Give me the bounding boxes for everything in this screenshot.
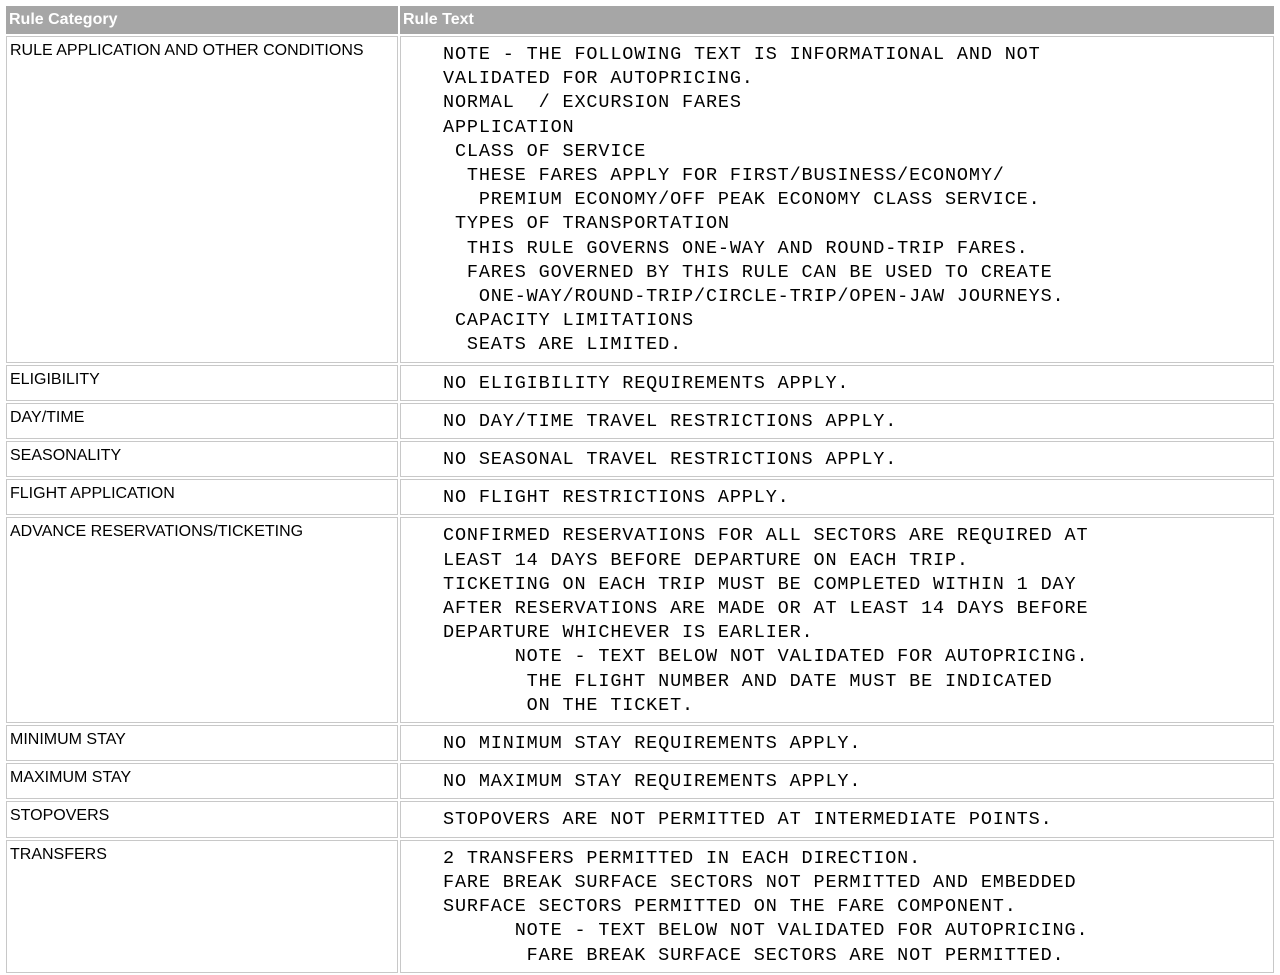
rule-text: CONFIRMED RESERVATIONS FOR ALL SECTORS ARE REQUIRED AT LEAST 14 DAYS BEFORE DEPARTURE ON EACH TRIP. TICKETING ON EACH TRIP MUST BE COMPLETED WITHIN 1 DAY AFTER RESERVATIONS ARE MADE OR AT LEAST 14 DAYS BEFORE DEPARTURE WHICHEVER IS EARLIER. NOTE - TEXT BELOW NOT VALIDATED FOR AUTOPRICING. THE FLIGHT NUMBER AND DATE MUST BE INDICATED ON THE TICKET. — [443, 525, 1089, 716]
rule-text: NO ELIGIBILITY REQUIREMENTS APPLY. — [443, 372, 850, 394]
table-row — [6, 441, 1274, 477]
rule-text-cell — [400, 403, 1274, 439]
rule-text: NO SEASONAL TRAVEL RESTRICTIONS APPLY. — [443, 449, 898, 471]
rule-text-cell — [400, 763, 1274, 799]
table-row — [6, 365, 1274, 401]
table-row — [6, 36, 1274, 363]
rule-category-cell: DAY/TIME — [6, 403, 398, 439]
fare-rules-table — [4, 4, 1276, 975]
table-row — [6, 763, 1274, 799]
table-row — [6, 517, 1274, 723]
table-header — [6, 6, 1274, 34]
rule-text: NO MINIMUM STAY REQUIREMENTS APPLY. — [443, 733, 862, 755]
rule-text: NO MAXIMUM STAY REQUIREMENTS APPLY. — [443, 771, 862, 793]
rule-text: 2 TRANSFERS PERMITTED IN EACH DIRECTION. FARE BREAK SURFACE SECTORS NOT PERMITTED AND EMBEDDED SURFACE SECTORS PERMITTED ON THE FARE COMPONENT. NOTE - TEXT BELOW NOT VALIDATED FOR AUTOPRICING. FARE BREAK SURFACE SECTORS ARE NOT PERMITTED. — [443, 847, 1089, 966]
rule-category-cell: MINIMUM STAY — [6, 725, 398, 761]
rule-category-cell: STOPOVERS — [6, 801, 398, 837]
rule-text: NO FLIGHT RESTRICTIONS APPLY. — [443, 487, 790, 509]
rule-text: NO DAY/TIME TRAVEL RESTRICTIONS APPLY. — [443, 410, 898, 432]
table-row — [6, 403, 1274, 439]
rule-text: NOTE - THE FOLLOWING TEXT IS INFORMATIONAL AND NOT VALIDATED FOR AUTOPRICING. NORMAL / EXCURSION FARES APPLICATION CLASS OF SERVICE THESE FARES APPLY FOR FIRST/BUSINESS/ECONOMY/ PREMIUM ECONOMY/OFF PEAK ECONOMY CLASS SERVICE. TYPES OF TRANSPORTATION THIS RULE GOVERNS ONE-WAY AND ROUND-TRIP FARES. FARES GOVERNED BY THIS RULE CAN BE USED TO CREATE ONE-WAY/ROUND-TRIP/CIRCLE-TRIP/OPEN-JAW JOURNEYS. CAPACITY LIMITATIONS SEATS ARE LIMITED. — [443, 44, 1065, 356]
table-body — [6, 36, 1274, 973]
header-rule-category: Rule Category — [6, 6, 398, 34]
rule-category-cell: SEASONALITY — [6, 441, 398, 477]
fare-rules-container — [4, 4, 1276, 975]
rule-text-cell — [400, 441, 1274, 477]
rule-category-cell: TRANSFERS — [6, 840, 398, 973]
rule-category-cell: ADVANCE RESERVATIONS/TICKETING — [6, 517, 398, 723]
rule-text: STOPOVERS ARE NOT PERMITTED AT INTERMEDIATE POINTS. — [443, 809, 1053, 831]
rule-text-cell — [400, 840, 1274, 973]
header-row — [6, 6, 1274, 34]
rule-text-cell — [400, 365, 1274, 401]
table-row — [6, 801, 1274, 837]
table-row — [6, 725, 1274, 761]
rule-text-cell — [400, 479, 1274, 515]
rule-category-cell: RULE APPLICATION AND OTHER CONDITIONS — [6, 36, 398, 363]
rule-category-cell: MAXIMUM STAY — [6, 763, 398, 799]
table-row — [6, 840, 1274, 973]
rule-text-cell — [400, 36, 1274, 363]
table-row — [6, 479, 1274, 515]
rule-category-cell: ELIGIBILITY — [6, 365, 398, 401]
header-rule-text: Rule Text — [400, 6, 1274, 34]
rule-text-cell — [400, 801, 1274, 837]
rule-text-cell — [400, 725, 1274, 761]
rule-category-cell: FLIGHT APPLICATION — [6, 479, 398, 515]
rule-text-cell — [400, 517, 1274, 723]
